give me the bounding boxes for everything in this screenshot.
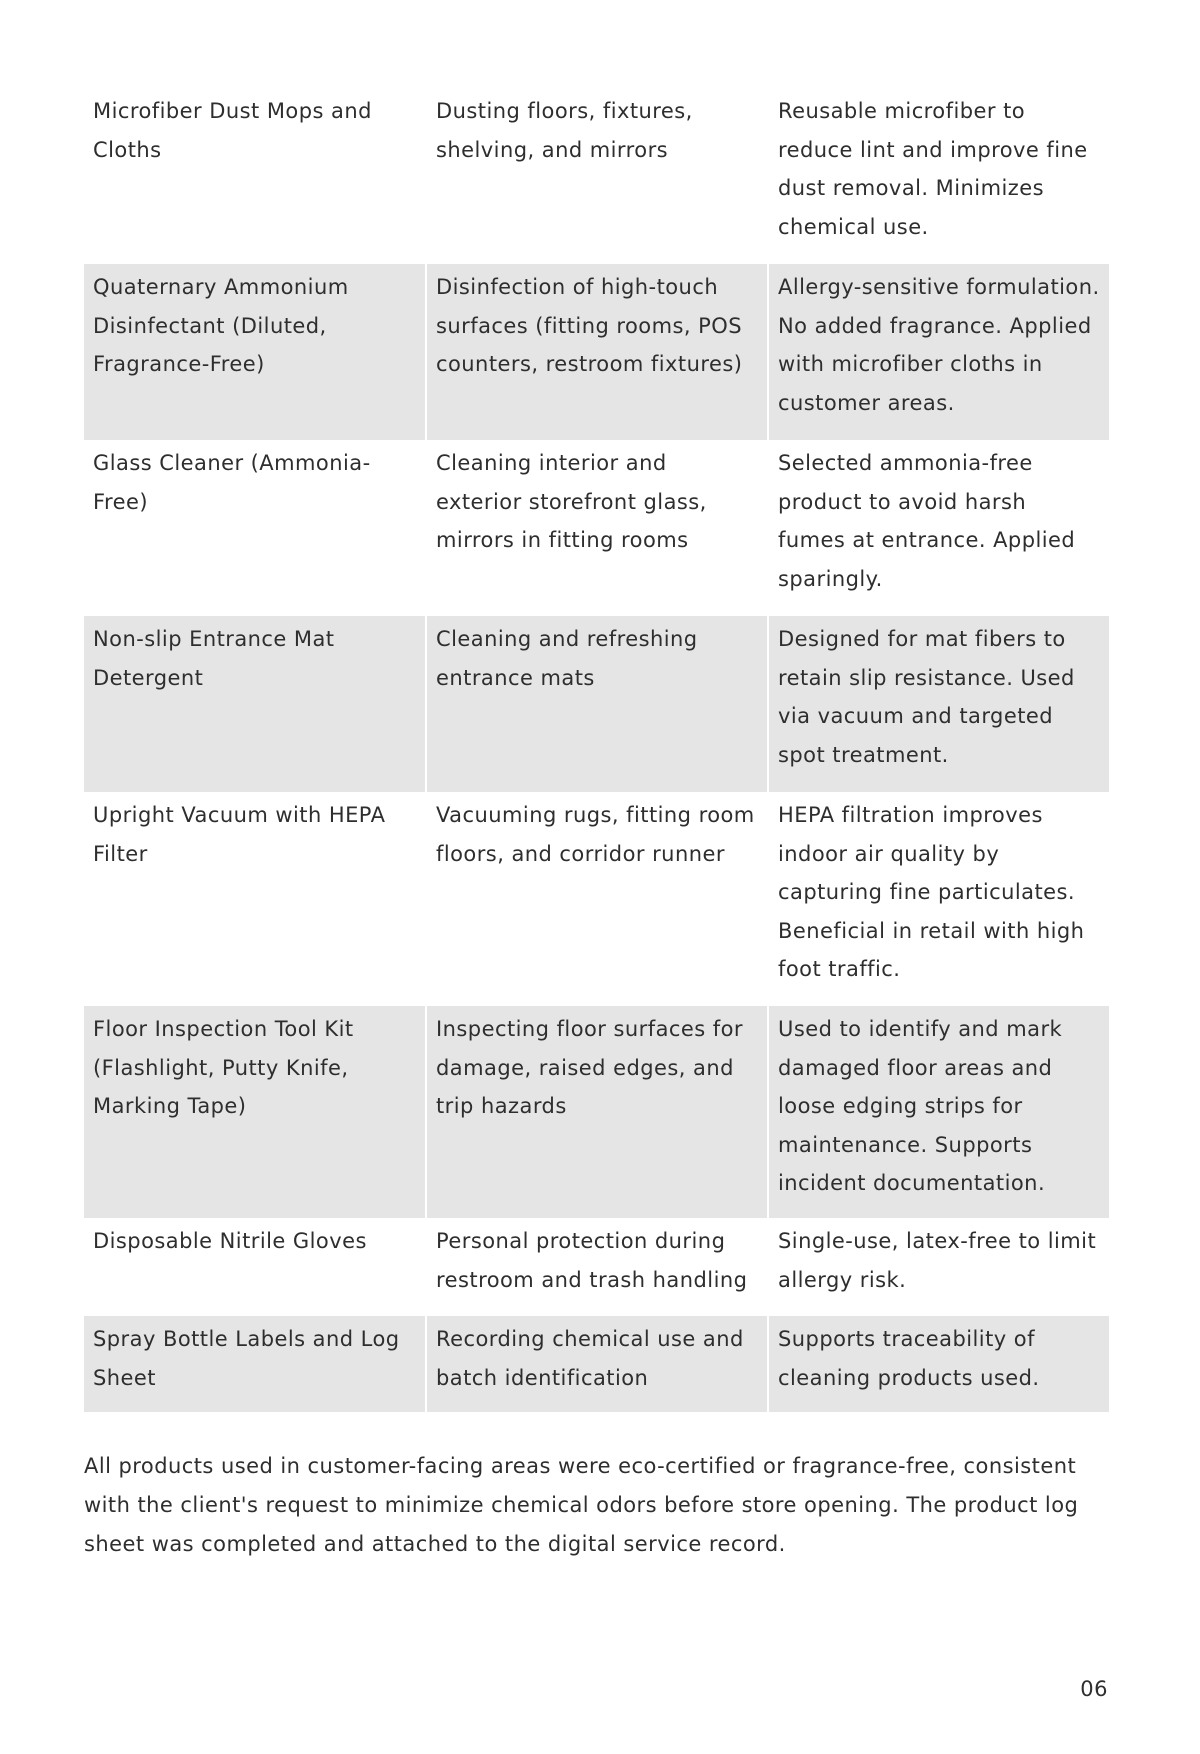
use-cell: Dusting floors, fixtures, shelving, and mirrors bbox=[426, 88, 768, 264]
item-cell: Spray Bottle Labels and Log Sheet bbox=[84, 1316, 426, 1412]
notes-cell: Allergy-sensitive formulation. No added fragrance. Applied with microfiber cloths in customer areas. bbox=[768, 264, 1109, 440]
notes-cell: Designed for mat fibers to retain slip resistance. Used via vacuum and targeted spot treatment. bbox=[768, 616, 1109, 792]
notes-cell: Reusable microfiber to reduce lint and improve fine dust removal. Minimizes chemical use. bbox=[768, 88, 1109, 264]
table-row bbox=[84, 88, 1109, 264]
item-cell: Floor Inspection Tool Kit (Flashlight, Putty Knife, Marking Tape) bbox=[84, 1006, 426, 1218]
use-cell: Cleaning interior and exterior storefront glass, mirrors in fitting rooms bbox=[426, 440, 768, 616]
notes-cell: Selected ammonia-free product to avoid harsh fumes at entrance. Applied sparingly. bbox=[768, 440, 1109, 616]
table-row bbox=[84, 1006, 1109, 1218]
table-row bbox=[84, 792, 1109, 1006]
use-cell: Disinfection of high-touch surfaces (fitting rooms, POS counters, restroom fixtures) bbox=[426, 264, 768, 440]
use-cell: Inspecting floor surfaces for damage, raised edges, and trip hazards bbox=[426, 1006, 768, 1218]
notes-cell: Single-use, latex-free to limit allergy risk. bbox=[768, 1218, 1109, 1316]
table-row bbox=[84, 264, 1109, 440]
products-table bbox=[84, 88, 1109, 1412]
use-cell: Cleaning and refreshing entrance mats bbox=[426, 616, 768, 792]
item-cell: Disposable Nitrile Gloves bbox=[93, 1229, 367, 1253]
product-usage-note: All products used in customer-facing areas were eco-certified or fragrance-free, consistent with the client's request to minimize chemical odors before store opening. The product log sheet was completed and attached to the digital service record. bbox=[84, 1454, 1079, 1556]
item-cell: Upright Vacuum with HEPA Filter bbox=[93, 803, 386, 866]
item-cell: Quaternary Ammonium Disinfectant (Diluted, Fragrance-Free) bbox=[84, 264, 426, 440]
table-row bbox=[84, 616, 1109, 792]
notes-cell: HEPA filtration improves indoor air quality by capturing fine particulates. Beneficial in retail with high foot traffic. bbox=[768, 792, 1109, 1006]
table-row bbox=[84, 1218, 1109, 1316]
use-cell: Vacuuming rugs, fitting room floors, and corridor runner bbox=[426, 792, 768, 1006]
use-cell: Recording chemical use and batch identification bbox=[426, 1316, 768, 1412]
item-cell: Non-slip Entrance Mat Detergent bbox=[84, 616, 426, 792]
use-cell: Personal protection during restroom and trash handling bbox=[426, 1218, 768, 1316]
item-cell: Glass Cleaner (Ammonia-Free) bbox=[93, 451, 371, 514]
table-row bbox=[84, 1316, 1109, 1412]
table-row bbox=[84, 440, 1109, 616]
page-number: 06 bbox=[1080, 1677, 1108, 1701]
item-cell: Microfiber Dust Mops and Cloths bbox=[93, 99, 372, 162]
notes-cell: Used to identify and mark damaged floor areas and loose edging strips for maintenance. Supports incident documentation. bbox=[768, 1006, 1109, 1218]
notes-cell: Supports traceability of cleaning products used. bbox=[768, 1316, 1109, 1412]
product-table-section bbox=[84, 88, 1109, 1412]
